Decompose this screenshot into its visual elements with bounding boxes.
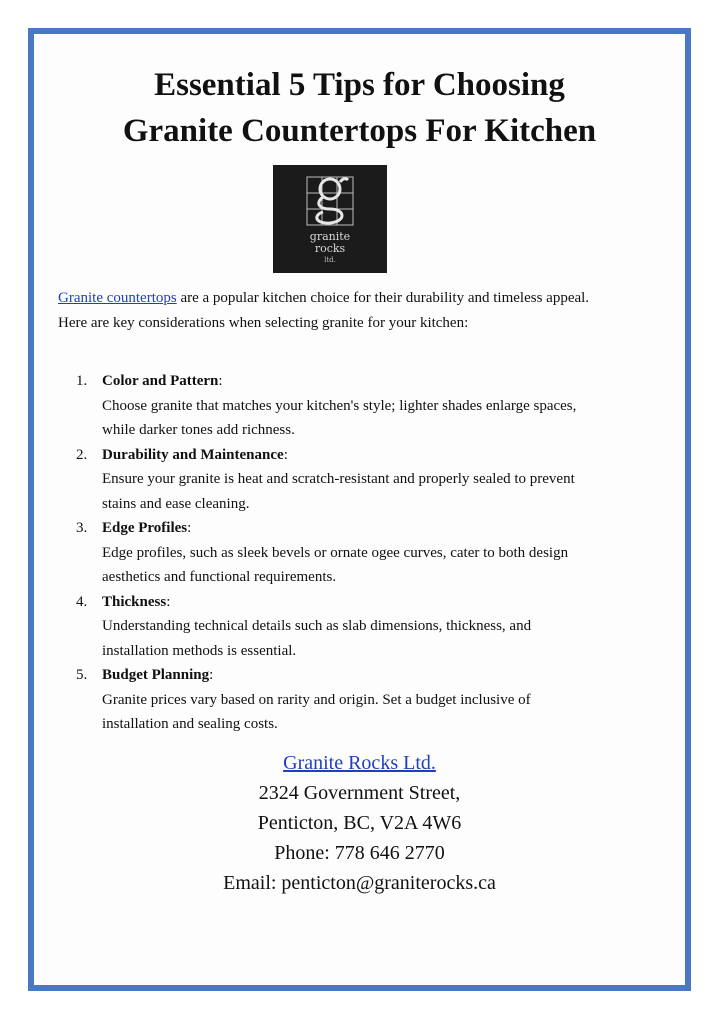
contact-street: 2324 Government Street, [258,782,461,804]
logo-text-rocks: rocks [314,242,346,255]
tip-body: Granite prices vary based on rarity and origin. Set a budget inclusive of installation and sealing costs. [102,691,531,732]
contact-email: Email: penticton@graniterocks.ca [223,872,496,894]
tip-colon: : [166,593,171,610]
contact-phone: Phone: 778 646 2770 [274,842,445,864]
contact-city: Penticton, BC, V2A 4W6 [257,812,462,834]
title-line-1: Essential 5 Tips for Choosing [154,67,565,103]
document-title [0,62,719,154]
tip-item-4 [72,590,592,664]
logo-text-granite: granite [309,230,351,243]
logo-text-ltd: ltd. [324,256,336,264]
tip-item-1 [72,369,592,443]
tip-item-5 [72,663,592,737]
tip-number: 4. [76,593,88,610]
company-name-link[interactable]: Granite Rocks Ltd. [283,752,436,774]
tip-body: Ensure your granite is heat and scratch-resistant and properly sealed to prevent stains and ease cleaning. [102,471,575,512]
tip-item-3 [72,516,592,590]
tip-colon: : [218,373,223,389]
tip-colon: : [187,520,192,536]
title-line-2: Granite Countertops For Kitchen [122,113,597,149]
tip-title: Thickness [102,593,167,610]
tips-list [72,369,592,737]
tip-item-2 [72,443,592,517]
tip-body: Choose granite that matches your kitchen's style; lighter shades enlarge spaces, while darker tones add richness. [102,397,577,438]
tip-body: Edge profiles, such as sleek bevels or ornate ogee curves, cater to both design aesthetics and functional requirements. [102,544,569,585]
tip-title: Budget Planning [102,667,210,683]
granite-rocks-logo [273,165,387,273]
tip-number: 1. [76,373,88,389]
contact-block [0,748,719,898]
granite-countertops-link[interactable]: Granite countertops [58,290,177,306]
tip-number: 2. [76,446,88,463]
tip-number: 5. [76,667,88,683]
intro-text: are a popular kitchen choice for their durability and timeless appeal. Here are key considerations when selecting granite for your kitchen: [58,290,590,331]
tip-title: Color and Pattern [102,373,219,389]
tip-number: 3. [76,520,88,536]
tip-title: Durability and Maintenance [102,446,284,463]
tip-colon: : [209,667,214,683]
tip-body: Understanding technical details such as slab dimensions, thickness, and installation methods is essential. [102,618,532,659]
tip-colon: : [283,446,288,463]
intro-paragraph [58,286,618,335]
tip-title: Edge Profiles [102,520,188,536]
